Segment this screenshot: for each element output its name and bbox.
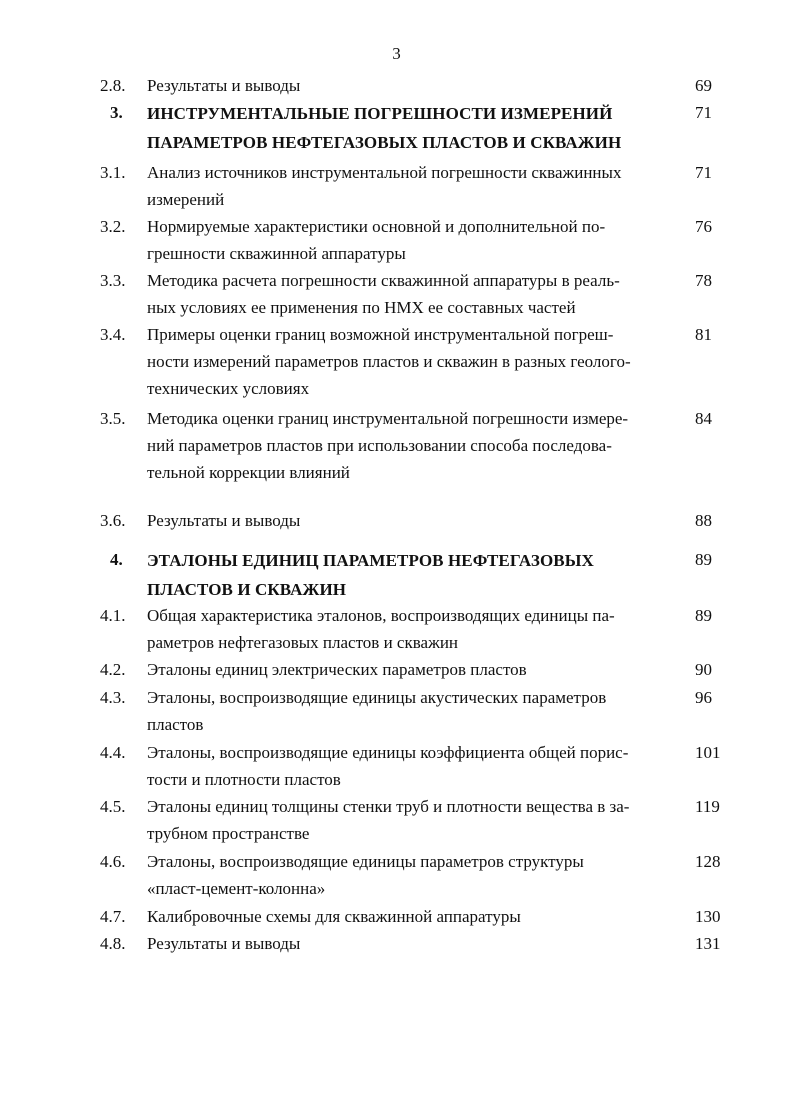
toc-entry-page: 71	[695, 103, 712, 122]
toc-entry-title	[147, 321, 687, 402]
toc-entry-title-line: Методика оценки границ инструментальной погрешности измере-	[147, 409, 629, 428]
toc-entry-page: 96	[695, 688, 712, 707]
toc-entry-title-line: ПАРАМЕТРОВ НЕФТЕГАЗОВЫХ ПЛАСТОВ И СКВАЖИН	[147, 133, 622, 152]
toc-entry-title-line: Эталоны, воспроизводящие единицы акустических параметров	[147, 688, 607, 707]
toc-entry-page: 101	[695, 743, 721, 762]
toc-entry-title-line: тости и плотности пластов	[147, 770, 341, 789]
toc-entry-title-line: Анализ источников инструментальной погрешности скважинных	[147, 163, 622, 182]
toc-entry-number: 4.2.	[100, 660, 126, 679]
page-number: 3	[392, 44, 401, 63]
toc-entry-title-line: Нормируемые характеристики основной и дополнительной по-	[147, 217, 606, 236]
toc-entry-page: 131	[695, 934, 721, 953]
toc-entry-number: 3.4.	[100, 325, 126, 344]
toc-entry-number: 3.1.	[100, 163, 126, 182]
toc-entry-page: 119	[695, 797, 720, 816]
toc-entry-page: 69	[695, 76, 712, 95]
toc-entry-title-line: ности измерений параметров пластов и скважин в разных геолого-	[147, 352, 631, 371]
toc-entry-title-line: Методика расчета погрешности скважинной аппаратуры в реаль-	[147, 271, 620, 290]
toc-chapter-number: 4.	[110, 550, 123, 569]
toc-entry-page: 130	[695, 907, 721, 926]
toc-entry-number: 2.8.	[100, 76, 126, 95]
toc-entry-title-line: ний параметров пластов при использовании способа последова-	[147, 436, 612, 455]
toc-entry-title-line: грешности скважинной аппаратуры	[147, 244, 406, 263]
toc-entry-page: 76	[695, 217, 712, 236]
toc-entry-title-line: измерений	[147, 190, 225, 209]
toc-entry-number: 4.1.	[100, 606, 126, 625]
toc-entry-number: 4.5.	[100, 797, 126, 816]
toc-entry-title-line: Эталоны, воспроизводящие единицы коэффициента общей порис-	[147, 743, 629, 762]
toc-entry-title-line: Общая характеристика эталонов, воспроизводящих единицы па-	[147, 606, 615, 625]
toc-entry-title	[147, 903, 687, 930]
toc-entry-title	[147, 602, 687, 656]
toc-entry-title-line: ЭТАЛОНЫ ЕДИНИЦ ПАРАМЕТРОВ НЕФТЕГАЗОВЫХ	[147, 551, 594, 570]
toc-entry-number: 4.6.	[100, 852, 126, 871]
toc-entry-title	[147, 72, 687, 99]
toc-entry-title-line: технических условиях	[147, 379, 310, 398]
toc-chapter-title	[147, 99, 687, 157]
toc-entry-title-line: пластов	[147, 715, 204, 734]
toc-entry-title-line: ных условиях ее применения по НМХ ее составных частей	[147, 298, 576, 317]
toc-entry-title-line: Результаты и выводы	[147, 511, 301, 530]
toc-entry-page: 88	[695, 511, 712, 530]
toc-entry-page: 89	[695, 606, 712, 625]
toc-entry-title-line: Эталоны, воспроизводящие единицы параметров структуры	[147, 852, 584, 871]
toc-entry-page: 89	[695, 550, 712, 569]
toc-entry-number: 3.6.	[100, 511, 126, 530]
toc-entry-number: 3.2.	[100, 217, 126, 236]
toc-entry-title	[147, 793, 687, 847]
toc-entry-title-line: трубном пространстве	[147, 824, 310, 843]
toc-entry-title-line: Эталоны единиц электрических параметров пластов	[147, 660, 527, 679]
toc-entry-page: 71	[695, 163, 712, 182]
toc-entry-number: 3.5.	[100, 409, 126, 428]
toc-entry-title-line: Результаты и выводы	[147, 76, 301, 95]
toc-entry-title-line: Калибровочные схемы для скважинной аппаратуры	[147, 907, 521, 926]
toc-entry-title	[147, 739, 687, 793]
toc-entry-page: 84	[695, 409, 712, 428]
toc-chapter-title	[147, 546, 687, 604]
toc-entry-title	[147, 267, 687, 321]
toc-entry-number: 4.3.	[100, 688, 126, 707]
toc-entry-title-line: «пласт-цемент-колонна»	[147, 879, 326, 898]
toc-entry-title-line: ИНСТРУМЕНТАЛЬНЫЕ ПОГРЕШНОСТИ ИЗМЕРЕНИЙ	[147, 104, 613, 123]
toc-entry-title-line: Примеры оценки границ возможной инструментальной погреш-	[147, 325, 614, 344]
toc-entry-title	[147, 848, 687, 902]
toc-entry-title-line: раметров нефтегазовых пластов и скважин	[147, 633, 459, 652]
toc-entry-title	[147, 507, 687, 534]
toc-entry-number: 4.8.	[100, 934, 126, 953]
toc-entry-title	[147, 656, 687, 683]
toc-entry-title-line: ПЛАСТОВ И СКВАЖИН	[147, 580, 347, 599]
toc-entry-number: 4.7.	[100, 907, 126, 926]
toc-entry-title	[147, 684, 687, 738]
toc-chapter-number: 3.	[110, 103, 123, 122]
toc-entry-page: 128	[695, 852, 721, 871]
toc-entry-number: 3.3.	[100, 271, 126, 290]
toc-entry-page: 90	[695, 660, 712, 679]
toc-entry-title	[147, 405, 687, 486]
toc-entry-page: 78	[695, 271, 712, 290]
toc-entry-title-line: тельной коррекции влияний	[147, 463, 350, 482]
toc-entry-page: 81	[695, 325, 712, 344]
toc-entry-title	[147, 159, 687, 213]
toc-entry-title	[147, 213, 687, 267]
toc-entry-title-line: Результаты и выводы	[147, 934, 301, 953]
toc-entry-title	[147, 930, 687, 957]
toc-entry-number: 4.4.	[100, 743, 126, 762]
toc-entry-title-line: Эталоны единиц толщины стенки труб и плотности вещества в за-	[147, 797, 630, 816]
